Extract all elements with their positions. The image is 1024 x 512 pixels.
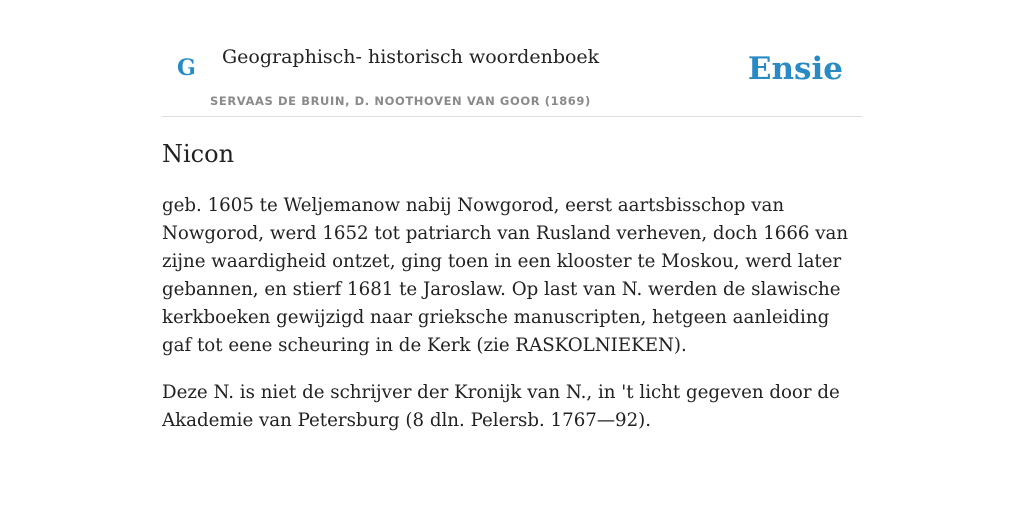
book-letter-icon[interactable]: G — [177, 55, 196, 81]
entry-paragraph-1: geb. 1605 te Weljemanow nabij Nowgorod, eerst aartsbisschop van Nowgorod, werd 1652 tot patriarch van Rusland verheven, doch 1666 van zijne waardigheid ontzet, ging toen in een klooster te Moskou, werd later gebannen, en stierf 1681 te Jaroslaw. Op last van N. werden de slawische kerkboeken gewijzigd naar grieksche manuscripten, hetgeen aanleiding gaf tot eene scheuring in de Kerk (zie RASKOLNIEKEN). — [162, 195, 849, 356]
book-author: SERVAAS DE BRUIN, D. NOOTHOVEN VAN GOOR (1869) — [210, 94, 591, 108]
entry-title: Nicon — [162, 140, 235, 168]
book-title-link[interactable]: Geographisch- historisch woordenboek — [222, 46, 600, 68]
entry-paragraph-2: Deze N. is niet de schrijver der Kronijk van N., in 't licht gegeven door de Akademie van Petersburg (8 dln. Pelersb. 1767—92). — [162, 382, 840, 431]
ensie-logo[interactable]: Ensie — [747, 51, 843, 87]
page-container — [162, 0, 862, 431]
book-header — [162, 0, 862, 117]
entry-body — [162, 192, 862, 454]
